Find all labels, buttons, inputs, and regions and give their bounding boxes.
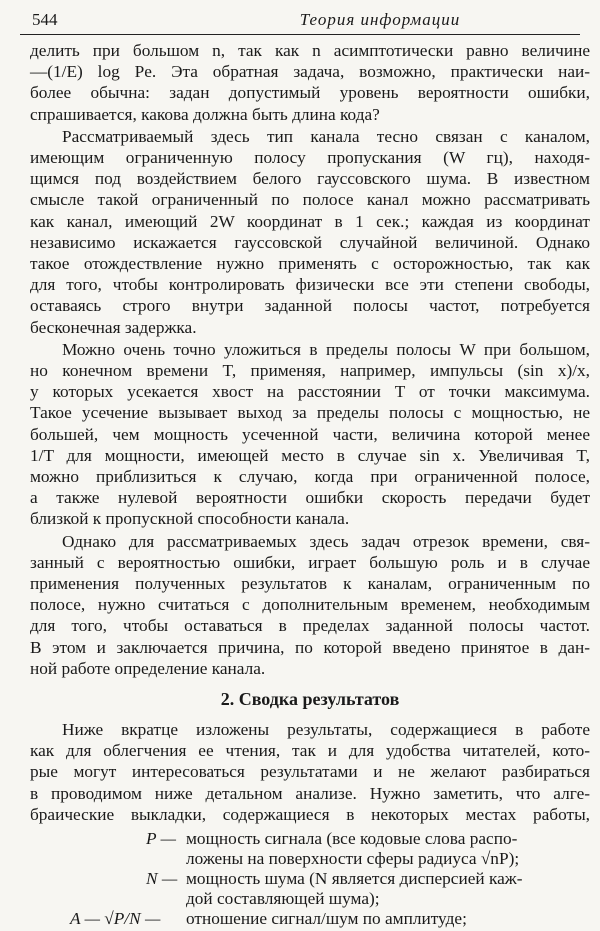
text-line: большей, чем мощность усеченной части, величина которой менее <box>30 424 590 444</box>
text-line: как для облегчения ее чтения, так и для удобства читателей, кото- <box>30 741 590 761</box>
text-line: а также нулевой вероятности ошибки скорость передачи будет <box>30 488 590 508</box>
text-line: такое отождествление нужно применять с осторожностью, так как <box>30 254 590 273</box>
text-line: Можно очень точно уложиться в пределы полосы W при большом, <box>62 339 590 359</box>
definition-symbol: A — √P/N — <box>70 909 161 928</box>
text-line: более обычна: задан допустимый уровень вероятности ошибки, <box>30 83 590 103</box>
text-line: оставаясь строго внутри заданной полосы частот, потребуется <box>30 296 590 316</box>
text-line: Такое усечение вызывает выход за пределы полосы с мощностью, не <box>30 403 590 423</box>
text-line: можно приблизиться к случаю, когда при ограниченной полосе, <box>30 467 590 486</box>
text-line: 1/T для мощности, имеющей место в случае sin x. Увеличивая T, <box>30 445 590 465</box>
text-line: независимо искажается гауссовской случайной величиной. Однако <box>30 232 590 252</box>
section-heading: 2. Сводка результатов <box>220 689 400 709</box>
text-line: применения полученных результатов к каналам, ограниченным по <box>30 574 590 593</box>
text-line: Однако для рассматриваемых здесь задач отрезок времени, свя- <box>62 531 590 551</box>
text-line: для того, чтобы оставаться в пределах заданной полосы частот. <box>30 616 590 636</box>
running-header <box>20 8 580 35</box>
text-line: ной работе определение канала. <box>30 658 266 678</box>
definition-text: мощность сигнала (все кодовые слова распо- <box>186 829 518 848</box>
text-line: браические выкладки, содержащиеся в некоторых местах работы, <box>30 804 590 824</box>
text-line: щимся под воздействием белого гауссовского шума. В известном <box>30 169 590 189</box>
text-line: близкой к пропускной способности канала. <box>30 509 350 529</box>
text-line: как канал, имеющий 2W координат в 1 сек.; каждая из координат <box>30 211 590 231</box>
text-line: В этом и заключается причина, по которой введено принятое в дан- <box>30 637 590 657</box>
definition-symbol: P — <box>146 829 176 848</box>
text-line: но конечном времени T, применяя, например, импульсы (sin x)/x, <box>30 361 590 380</box>
text-line: Ниже вкратце изложены результаты, содержащиеся в работе <box>62 720 590 739</box>
text-line: —(1/E) log Pe. Эта обратная задача, возможно, практически наи- <box>30 62 590 82</box>
text-line: рые могут интересоваться результатами и не желают разбираться <box>30 762 590 782</box>
definition-text: дой составляющей шума); <box>186 889 380 908</box>
definition-text: ложены на поверхности сферы радиуса √nP); <box>186 849 520 868</box>
page-number: 544 <box>32 10 58 29</box>
running-title: Теория информации <box>299 10 461 29</box>
text-line: смысле такой ограниченный по полосе канал можно рассматривать <box>30 190 590 210</box>
text-line: бесконечная задержка. <box>30 317 197 337</box>
text-line: имеющим ограниченную полосу пропускания (W гц), находя- <box>30 148 590 167</box>
text-line: для того, чтобы контролировать физически все эти степени свободы, <box>30 275 590 295</box>
text-line: у которых усекается хвост на расстоянии T от точки максимума. <box>30 382 590 402</box>
text-line: занный с вероятностью ошибки, играет большую роль и в случае <box>30 552 590 572</box>
text-line: спрашивается, какова должна быть длина кода? <box>30 104 380 124</box>
definition-symbol: N — <box>146 869 178 888</box>
text-line: в проводимом ниже детальном анализе. Нужно заметить, что алге- <box>30 783 590 803</box>
text-line: делить при большом n, так как n асимптотически равно величине <box>30 41 590 60</box>
text-line: Рассматриваемый здесь тип канала тесно связан с каналом, <box>62 126 590 146</box>
definition-text: мощность шума (N является дисперсией каж- <box>186 869 523 888</box>
definition-text: отношение сигнал/шум по амплитуде; <box>186 909 467 928</box>
text-line: полосе, нужно считаться с дополнительным временем, необходимым <box>30 595 590 615</box>
